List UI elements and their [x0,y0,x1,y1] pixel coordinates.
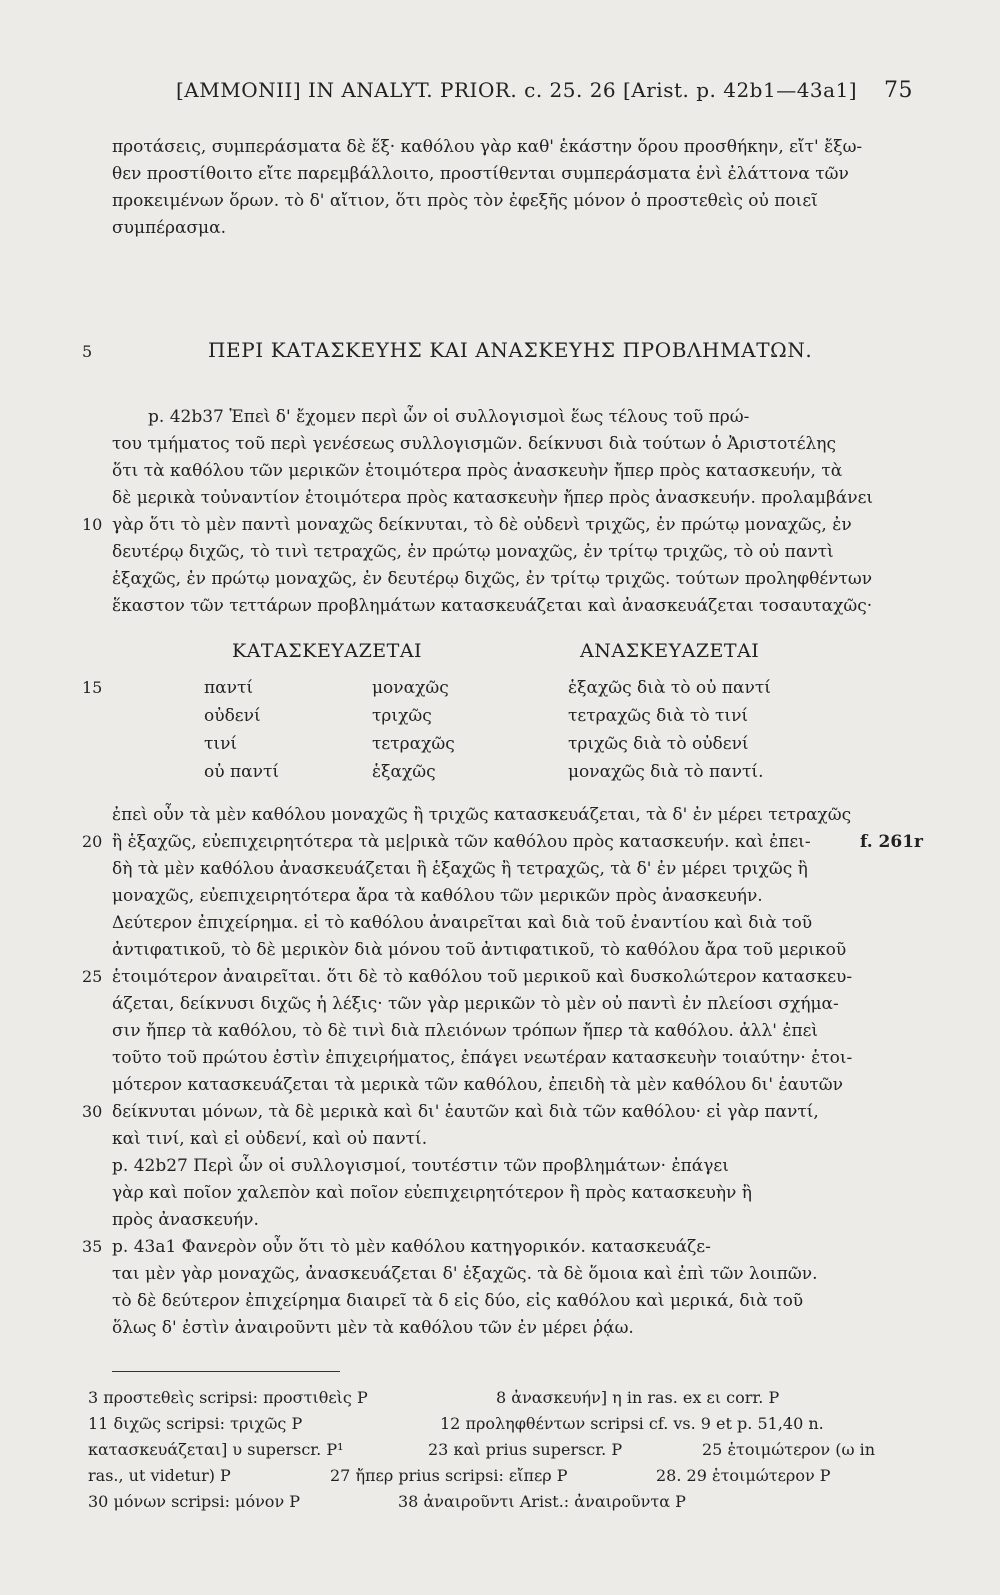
text-line: p. 42b27 Περὶ ὧν οἱ συλλογισμοί, τουτέστιν τῶν προβλημάτων· ἐπάγει [112,1156,729,1176]
text-line: p. 43a1 Φανερὸν οὖν ὅτι τὸ μὲν καθόλου κατηγορικόν. κατασκευάζε- [112,1237,711,1257]
footnote: 25 ἑτοιμώτερον (ω in [702,1440,876,1459]
footnote: 8 ἀνασκευήν] η in ras. ex ει corr. P [496,1388,780,1407]
text-line: μότερον κατασκευάζεται τὰ μερικὰ τῶν καθόλου, ἐπειδὴ τὰ μὲν καθόλου δι' ἑαυτῶν [112,1075,843,1095]
text-line: προτάσεις, συμπεράσματα δὲ ἕξ· καθόλου γὰρ καθ' ἑκάστην ὅρου προσθήκην, εἴτ' ἔξω- [112,137,863,157]
text-line: πρὸς ἀνασκευήν. [112,1210,259,1230]
text-line: τὸ δὲ δεύτερον ἐπιχείρημα διαιρεῖ τὰ δ εἰς δύο, εἰς καθόλου καὶ μερικά, διὰ τοῦ [112,1291,804,1311]
table-refute-cell: τετραχῶς διὰ τὸ τινί [568,706,749,726]
text-line: καὶ τινί, καὶ εἰ οὐδενί, καὶ οὐ παντί. [112,1129,428,1149]
text-line: p. 42b37 Ἐπεὶ δ' ἔχομεν περὶ ὧν οἱ συλλογισμοὶ ἕως τέλους τοῦ πρώ- [148,407,750,427]
table-construct-cell: τριχῶς [372,706,432,726]
table-refute-cell: τριχῶς διὰ τὸ οὐδενί [568,734,749,754]
text-line: ἢ ἑξαχῶς, εὐεπιχειρητότερα τὰ με|ρικὰ τῶν καθόλου πρὸς κατασκευήν. καὶ ἐπει- [112,832,811,852]
section-title: ΠΕΡΙ ΚΑΤΑΣΚΕΥΗΣ ΚΑΙ ΑΝΑΣΚΕΥΗΣ ΠΡΟΒΛΗΜΑΤΩΝ. [208,338,813,362]
text-line: ται μὲν γὰρ μοναχῶς, ἀνασκευάζεται δ' ἑξαχῶς. τὰ δὲ ὅμοια καὶ ἐπὶ τῶν λοιπῶν. [112,1264,818,1284]
table-construct-cell: τετραχῶς [372,734,455,754]
line-number: 5 [82,342,93,361]
footnote: 27 ἤπερ prius scripsi: εἴπερ P [330,1466,568,1485]
text-line: δὴ τὰ μὲν καθόλου ἀνασκευάζεται ἢ ἑξαχῶς ἢ τετραχῶς, τὰ δ' ἐν μέρει τριχῶς ἢ [112,859,808,879]
text-line: άζεται, δείκνυσι διχῶς ἡ λέξις· τῶν γὰρ μερικῶν τὸ μὲν οὐ παντὶ ἐν πλείοσι σχήμα- [112,994,839,1014]
text-line: δὲ μερικὰ τοὐναντίον ἑτοιμότερα πρὸς κατασκευὴν ἤπερ πρὸς ἀνασκευήν. προλαμβάνει [112,488,874,508]
folio-mark: f. 261r [860,832,923,852]
text-line: ἑξαχῶς, ἐν πρώτῳ μοναχῶς, ἐν δευτέρῳ διχῶς, ἐν τρίτῳ τριχῶς. τούτων προληφθέντων [112,569,873,589]
table-header-refute: ΑΝΑΣΚΕΥΑΖΕΤΑΙ [580,640,760,662]
line-number: 25 [82,967,103,986]
footnote: 30 μόνων scripsi: μόνον P [88,1492,301,1511]
table-header-construct: ΚΑΤΑΣΚΕΥΑΖΕΤΑΙ [232,640,423,662]
text-line: του τμήματος τοῦ περὶ γενέσεως συλλογισμῶν. δείκνυσι διὰ τούτων ὁ Ἀριστοτέλης [112,434,836,454]
table-term: οὐδενί [204,706,261,726]
text-line: γὰρ ὅτι τὸ μὲν παντὶ μοναχῶς δείκνυται, τὸ δὲ οὐδενὶ τριχῶς, ἐν πρώτῳ μοναχῶς, ἐν [112,515,852,535]
text-line: συμπέρασμα. [112,218,226,238]
footnote: 12 προληφθέντων scripsi cf. vs. 9 et p. 51,40 n. [440,1414,824,1433]
table-term: οὐ παντί [204,762,280,782]
text-line: ἕκαστον τῶν τεττάρων προβλημάτων κατασκευάζεται καὶ ἀνασκευάζεται τοσαυταχῶς· [112,596,873,616]
footnote: 28. 29 ἑτοιμώτερον P [656,1466,831,1485]
text-line: Δεύτερον ἐπιχείρημα. εἰ τὸ καθόλου ἀναιρεῖται καὶ διὰ τοῦ ἐναντίου καὶ διὰ τοῦ [112,913,813,933]
table-term: παντί [204,678,254,698]
text-line: ἀντιφατικοῦ, τὸ δὲ μερικὸν διὰ μόνου τοῦ ἀντιφατικοῦ, τὸ καθόλου ἄρα τοῦ μερικοῦ [112,940,847,960]
text-line: γὰρ καὶ ποῖον χαλεπὸν καὶ ποῖον εὐεπιχειρητότερον ἢ πρὸς κατασκευὴν ἢ [112,1183,752,1203]
text-line: δευτέρῳ διχῶς, τὸ τινὶ τετραχῶς, ἐν πρώτῳ μοναχῶς, ἐν τρίτῳ τριχῶς, τὸ οὐ παντὶ [112,542,834,562]
text-line: ὅτι τὰ καθόλου τῶν μερικῶν ἑτοιμότερα πρὸς ἀνασκευὴν ἤπερ πρὸς κατασκευήν, τὰ [112,461,843,481]
page-number: 75 [884,78,913,103]
table-construct-cell: ἑξαχῶς [372,762,436,782]
line-number: 10 [82,515,103,534]
text-line: δείκνυται μόνων, τὰ δὲ μερικὰ καὶ δι' ἑαυτῶν καὶ διὰ τῶν καθόλου· εἰ γὰρ παντί, [112,1102,819,1122]
text-line: θεν προστίθοιτο εἴτε παρεμβάλλοιτο, προστίθενται συμπεράσματα ἑνὶ ἐλάττονα τῶν [112,164,849,184]
line-number: 15 [82,678,103,697]
footnote: 23 καὶ prius superscr. P [428,1440,623,1459]
text-line: προκειμένων ὅρων. τὸ δ' αἴτιον, ὅτι πρὸς τὸν ἐφεξῆς μόνον ὁ προστεθεὶς οὐ ποιεῖ [112,191,818,211]
text-line: ἑτοιμότερον ἀναιρεῖται. ὅτι δὲ τὸ καθόλου τοῦ μερικοῦ καὶ δυσκολώτερον κατασκευ- [112,967,853,987]
table-refute-cell: ἑξαχῶς διὰ τὸ οὐ παντί [568,678,771,698]
table-construct-cell: μοναχῶς [372,678,449,698]
footnote: κατασκευάζεται] υ superscr. P¹ [88,1440,344,1459]
table-refute-cell: μοναχῶς διὰ τὸ παντί. [568,762,764,782]
line-number: 35 [82,1237,103,1256]
text-line: ἐπεὶ οὖν τὰ μὲν καθόλου μοναχῶς ἢ τριχῶς κατασκευάζεται, τὰ δ' ἐν μέρει τετραχῶς [112,805,852,825]
running-head: [AMMONII] IN ANALYT. PRIOR. c. 25. 26 [Arist. p. 42b1—43a1] [176,78,858,102]
line-number: 20 [82,832,103,851]
text-line: ὅλως δ' ἐστὶν ἀναιροῦντι μὲν τὰ καθόλου τῶν ἐν μέρει ῥᾴω. [112,1318,634,1338]
line-number: 30 [82,1102,103,1121]
footnote-rule [112,1371,340,1372]
footnote: 11 διχῶς scripsi: τριχῶς P [88,1414,303,1433]
footnote: 38 ἀναιροῦντι Arist.: ἀναιροῦντα P [398,1492,686,1511]
table-term: τινί [204,734,238,754]
footnote: 3 προστεθεὶς scripsi: προστιθεὶς P [88,1388,368,1407]
text-line: σιν ἤπερ τὰ καθόλου, τὸ δὲ τινὶ διὰ πλειόνων τρόπων ἤπερ τὰ καθόλου. ἀλλ' ἐπεὶ [112,1021,819,1041]
text-line: τοῦτο τοῦ πρώτου ἐστὶν ἐπιχειρήματος, ἐπάγει νεωτέραν κατασκευὴν τοιαύτην· ἑτοι- [112,1048,853,1068]
text-line: μοναχῶς, εὐεπιχειρητότερα ἄρα τὰ καθόλου τῶν μερικῶν πρὸς ἀνασκευήν. [112,886,763,906]
footnote: ras., ut videtur) P [88,1466,231,1485]
